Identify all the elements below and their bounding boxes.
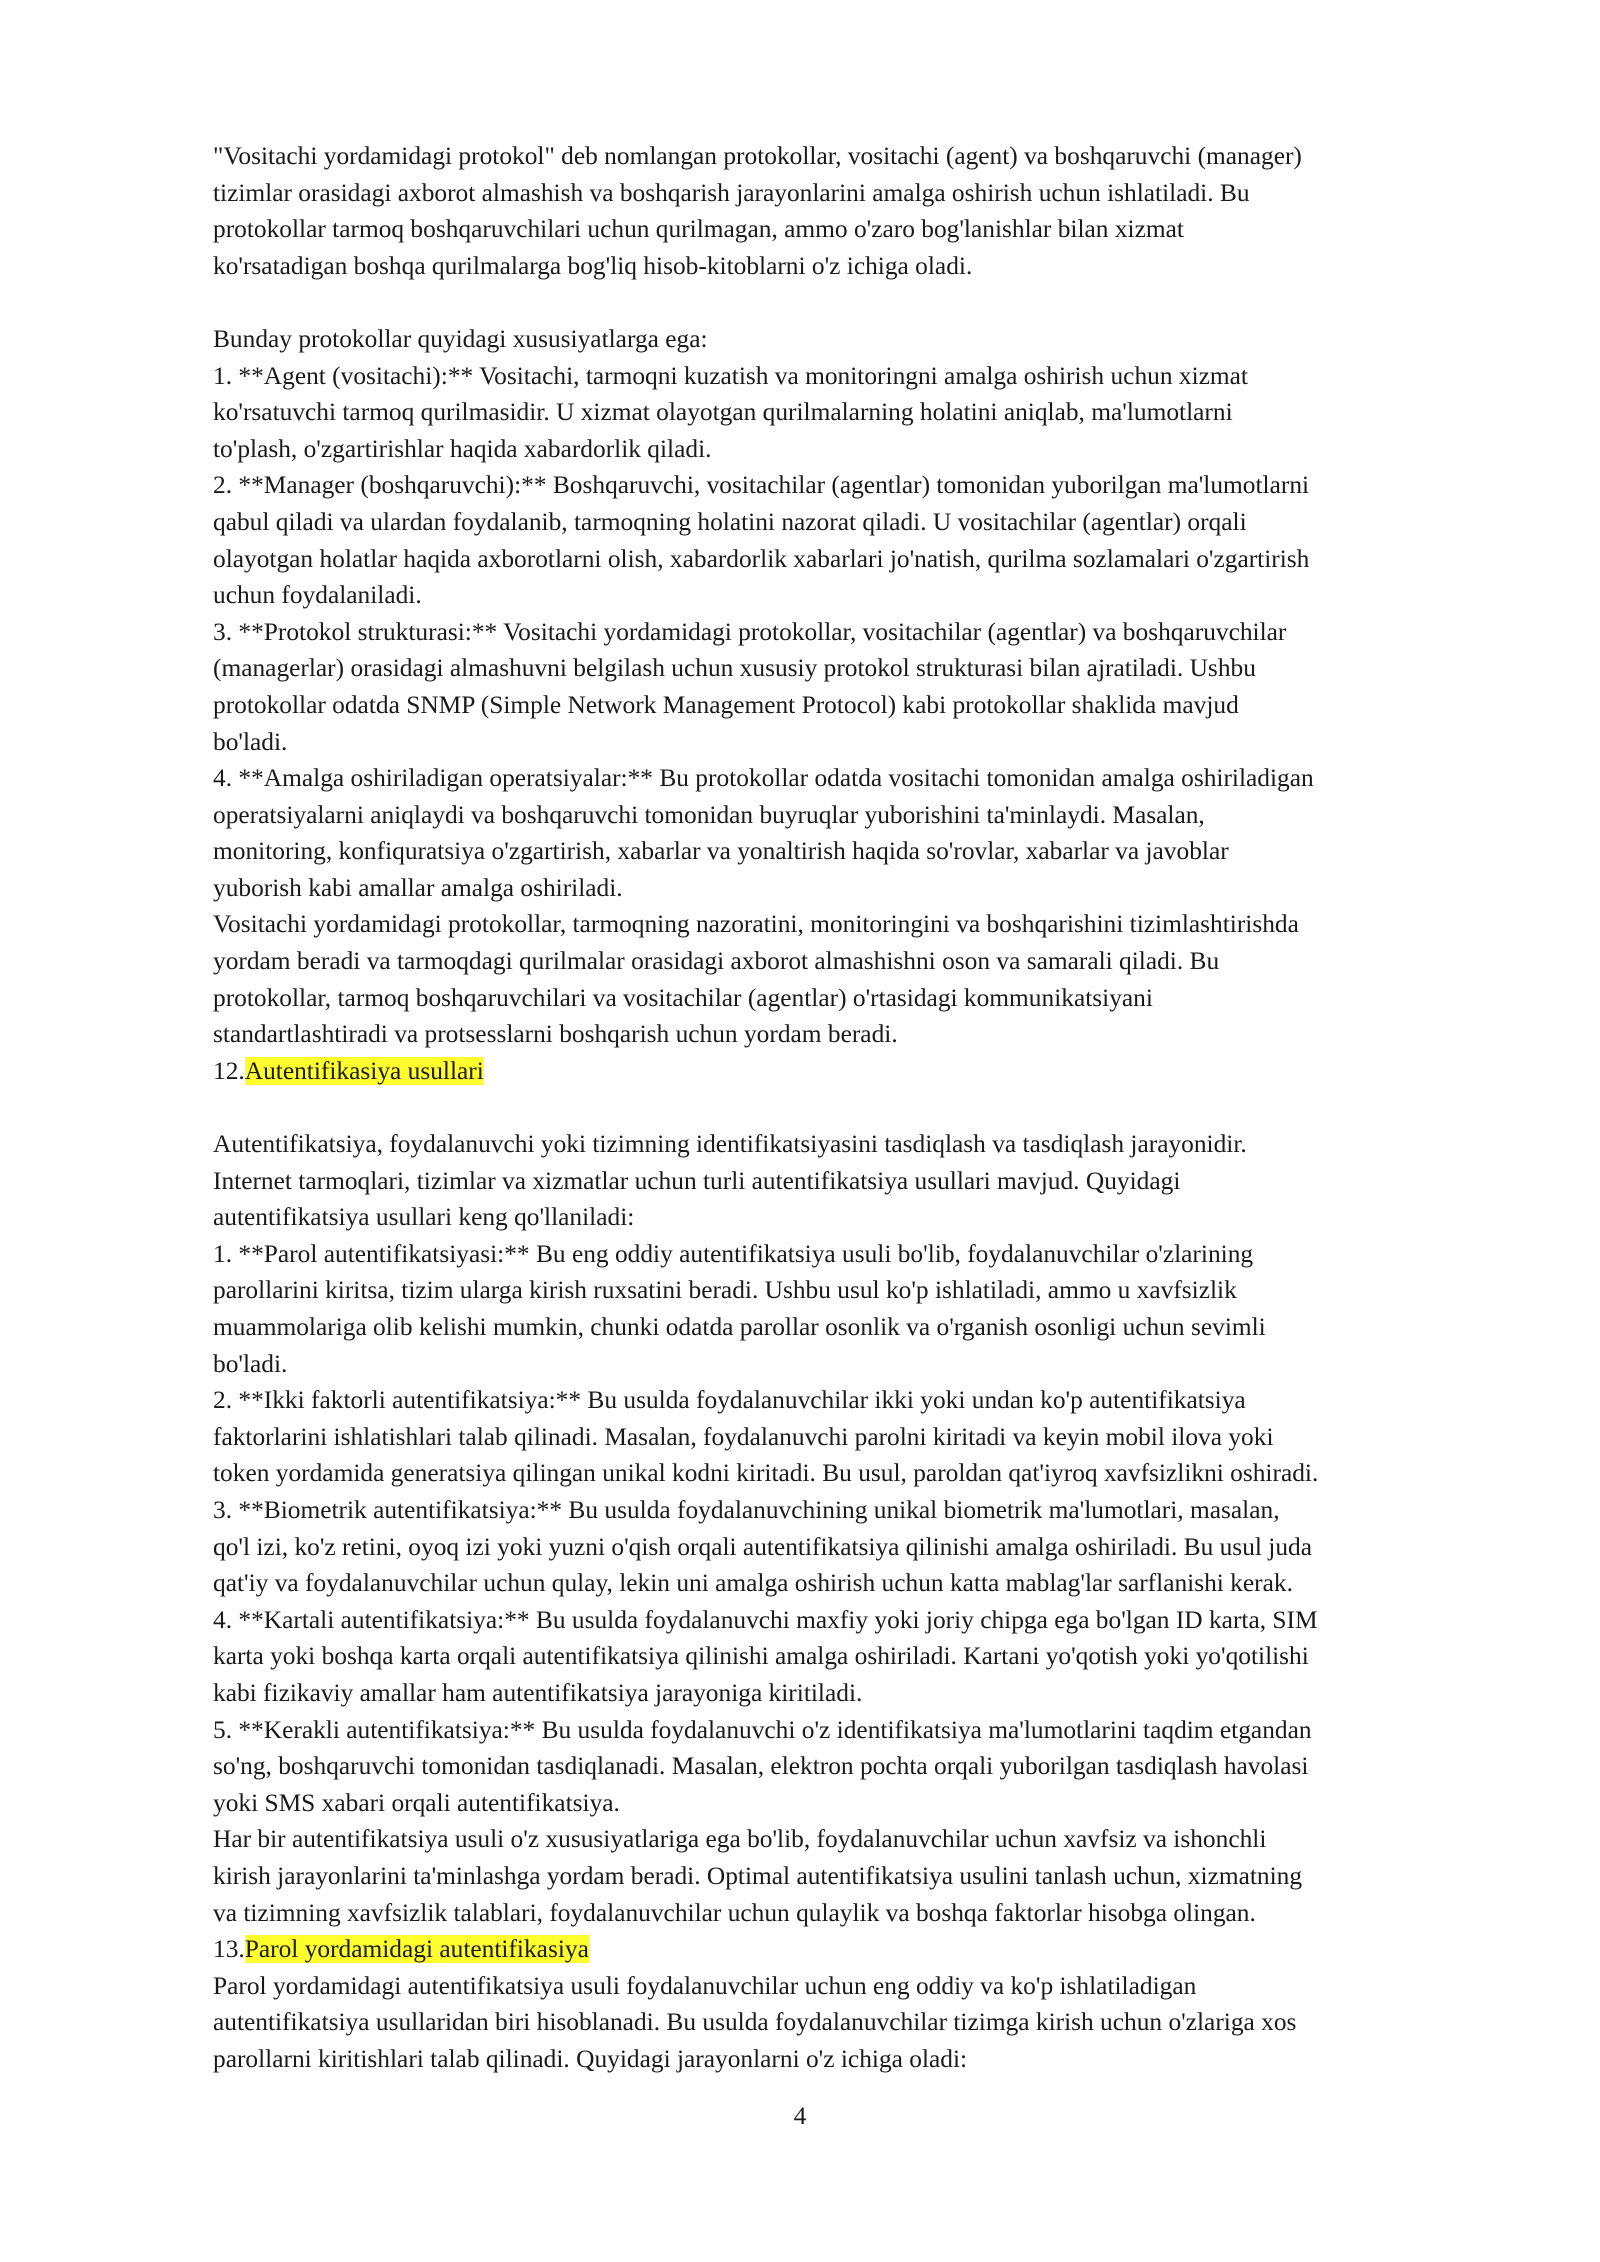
text-line: parollarini kiritsa, tizim ularga kirish ruxsatini beradi. Ushbu usul ko'p ishlatiladi, ammo u xavfsizlik — [213, 1276, 1237, 1305]
paragraph-protocol-features — [213, 321, 1513, 1053]
text-line: token yordamida generatsiya qilingan unikal kodni kiritadi. Bu usul, paroldan qat'iyroq xavfsizlikni oshiradi. — [213, 1459, 1319, 1488]
text-line: (managerlar) orasidagi almashuvni belgilash uchun xususiy protokol strukturasi bilan ajratiladi. Ushbu — [213, 654, 1256, 683]
text-line: ko'rsatuvchi tarmoq qurilmasidir. U xizmat olayotgan qurilmalarning holatini aniqlab, ma'lumotlarni — [213, 398, 1233, 427]
text-line: tizimlar orasidagi axborot almashish va boshqarish jarayonlarini amalga oshirish uchun ishlatiladi. Bu — [213, 178, 1250, 207]
text-line: 3. **Protokol strukturasi:** Vositachi yordamidagi protokollar, vositachilar (agentlar) va boshqaruvchilar — [213, 617, 1287, 646]
document-body — [213, 138, 1513, 2077]
blank-line — [213, 284, 1513, 321]
text-line: va tizimning xavfsizlik talablari, foydalanuvchilar uchun qulaylik va boshqa faktorlar hisobga olingan. — [213, 1898, 1256, 1927]
text-line: yuborish kabi amallar amalga oshiriladi. — [213, 873, 623, 902]
text-line: yordam beradi va tarmoqdagi qurilmalar orasidagi axborot almashishni oson va samarali qiladi. Bu — [213, 947, 1220, 976]
text-line: Bunday protokollar quyidagi xususiyatlarga ega: — [213, 324, 708, 353]
text-line: karta yoki boshqa karta orqali autentifikatsiya qilinishi amalga oshiriladi. Kartani yo'qotish yoki yo'qotilishi — [213, 1642, 1309, 1671]
text-line: ko'rsatadigan boshqa qurilmalarga bog'liq hisob-kitoblarni o'z ichiga oladi. — [213, 251, 973, 280]
text-line: 4. **Kartali autentifikatsiya:** Bu usulda foydalanuvchi maxfiy yoki joriy chipga ega bo'lgan ID karta, SIM — [213, 1605, 1318, 1634]
text-line: olayotgan holatlar haqida axborotlarni olish, xabardorlik xabarlari jo'natish, qurilma sozlamalari o'zgartirish — [213, 544, 1310, 573]
text-line: kirish jarayonlarini ta'minlashga yordam beradi. Optimal autentifikatsiya usulini tanlash uchun, xizmatning — [213, 1861, 1303, 1890]
text-line: Autentifikatsiya, foydalanuvchi yoki tizimning identifikatsiyasini tasdiqlash va tasdiqlash jarayonidir. — [213, 1130, 1247, 1159]
text-line: 3. **Biometrik autentifikatsiya:** Bu usulda foydalanuvchining unikal biometrik ma'lumotlari, masalan, — [213, 1495, 1280, 1524]
highlighted-heading-text: Parol yordamidagi autentifikasiya — [244, 1935, 589, 1964]
text-line: 1. **Parol autentifikatsiyasi:** Bu eng oddiy autentifikatsiya usuli bo'lib, foydalanuvchilar o'zlarining — [213, 1239, 1254, 1268]
heading-number: 13. — [213, 1935, 245, 1964]
text-line: to'plash, o'zgartirishlar haqida xabardorlik qiladi. — [213, 434, 712, 463]
highlighted-heading-text: Autentifikasiya usullari — [244, 1056, 484, 1085]
text-line: bo'ladi. — [213, 1349, 288, 1378]
text-line: Vositachi yordamidagi protokollar, tarmoqning nazoratini, monitoringini va boshqarishini tizimlashtirishda — [213, 910, 1299, 939]
text-line: faktorlarini ishlatishlari talab qilinadi. Masalan, foydalanuvchi parolni kiritadi va keyin mobil ilova yoki — [213, 1422, 1274, 1451]
heading-number: 12. — [213, 1056, 245, 1085]
paragraph-password-authentication — [213, 1968, 1513, 2078]
text-line: monitoring, konfiquratsiya o'zgartirish, xabarlar va yonaltirish haqida so'rovlar, xabarlar va javoblar — [213, 837, 1229, 866]
text-line: kabi fizikaviy amallar ham autentifikatsiya jarayoniga kiritiladi. — [213, 1678, 863, 1707]
text-line: qo'l izi, ko'z retini, oyoq izi yoki yuzni o'qish orqali autentifikatsiya qilinishi amalga oshiriladi. Bu usul juda — [213, 1532, 1313, 1561]
text-line: muammolariga olib kelishi mumkin, chunki odatda parollar osonlik va o'rganish osonligi uchun sevimli — [213, 1313, 1266, 1341]
page-number: 4 — [793, 2102, 807, 2130]
text-line: 4. **Amalga oshiriladigan operatsiyalar:** Bu protokollar odatda vositachi tomonidan amalga oshiriladigan — [213, 764, 1314, 793]
section-heading-12 — [213, 1053, 1513, 1090]
text-line: autentifikatsiya usullari keng qo'llaniladi: — [213, 1203, 635, 1232]
text-line: 2. **Ikki faktorli autentifikatsiya:** Bu usulda foydalanuvchilar ikki yoki undan ko'p autentifikatsiya — [213, 1386, 1246, 1415]
text-line: protokollar odatda SNMP (Simple Network Management Protocol) kabi protokollar shaklida mavjud — [213, 690, 1239, 719]
text-line: uchun foydalaniladi. — [213, 581, 422, 610]
text-line: so'ng, boshqaruvchi tomonidan tasdiqlanadi. Masalan, elektron pochta orqali yuborilgan tasdiqlash havolasi — [213, 1752, 1309, 1781]
paragraph-authentication-methods — [213, 1126, 1513, 1931]
text-line: operatsiyalarni aniqlaydi va boshqaruvchi tomonidan buyruqlar yuborishini ta'minlaydi. Masalan, — [213, 800, 1205, 829]
text-line: 5. **Kerakli autentifikatsiya:** Bu usulda foydalanuvchi o'z identifikatsiya ma'lumotlarini taqdim etgandan — [213, 1715, 1312, 1744]
text-line: protokollar, tarmoq boshqaruvchilari va vositachilar (agentlar) o'rtasidagi kommunikatsiyani — [213, 983, 1153, 1012]
text-line: 1. **Agent (vositachi):** Vositachi, tarmoqni kuzatish va monitoringni amalga oshirish uchun xizmat — [213, 361, 1248, 390]
text-line: bo'ladi. — [213, 727, 288, 756]
text-line: "Vositachi yordamidagi protokol" deb nomlangan protokollar, vositachi (agent) va boshqaruvchi (manager) — [213, 142, 1302, 170]
text-line: autentifikatsiya usullaridan biri hisoblanadi. Bu usulda foydalanuvchilar tizimga kirish uchun o'zlariga xos — [213, 2008, 1297, 2037]
text-line: qat'iy va foydalanuvchilar uchun qulay, lekin uni amalga oshirish uchun katta mablag'lar sarflanishi kerak. — [213, 1569, 1293, 1598]
text-line: protokollar tarmoq boshqaruvchilari uchun qurilmagan, ammo o'zaro bog'lanishlar bilan xizmat — [213, 215, 1184, 244]
text-line: 2. **Manager (boshqaruvchi):** Boshqaruvchi, vositachilar (agentlar) tomonidan yuborilgan ma'lumotlarni — [213, 471, 1310, 500]
text-line: Internet tarmoqlari, tizimlar va xizmatlar uchun turli autentifikatsiya usullari mavjud. Quyidagi — [213, 1166, 1181, 1195]
text-line: Har bir autentifikatsiya usuli o'z xususiyatlariga ega bo'lib, foydalanuvchilar uchun xavfsiz va ishonchli — [213, 1825, 1267, 1854]
section-heading-13 — [213, 1931, 1513, 1968]
paragraph-intro — [213, 138, 1513, 284]
text-line: Parol yordamidagi autentifikatsiya usuli foydalanuvchilar uchun eng oddiy va ko'p ishlatiladigan — [213, 1971, 1197, 2000]
text-line: parollarni kiritishlari talab qilinadi. Quyidagi jarayonlarni o'z ichiga oladi: — [213, 2044, 968, 2073]
text-line: qabul qiladi va ulardan foydalanib, tarmoqning holatini nazorat qiladi. U vositachilar (agentlar) orqali — [213, 507, 1247, 536]
text-line: standartlashtiradi va protsesslarni boshqarish uchun yordam beradi. — [213, 1020, 898, 1049]
blank-line — [213, 1089, 1513, 1126]
text-line: yoki SMS xabari orqali autentifikatsiya. — [213, 1788, 620, 1817]
